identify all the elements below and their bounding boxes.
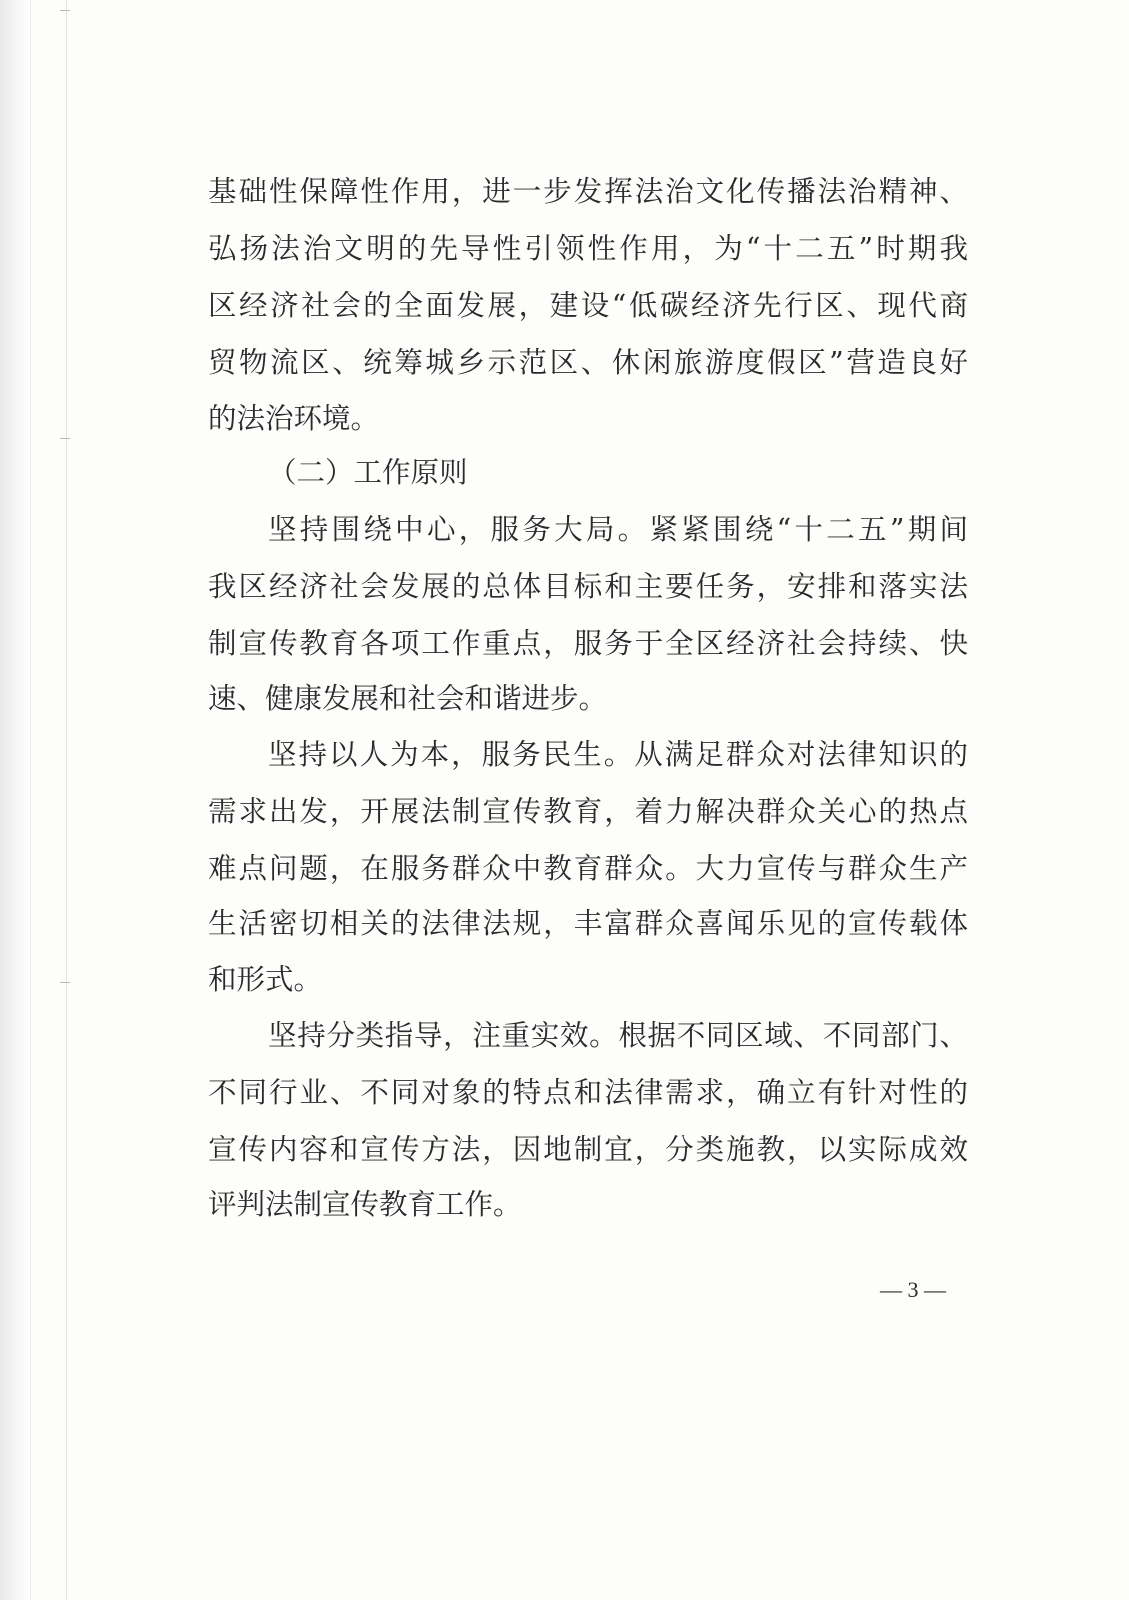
principle-1-line: 速、健康发展和社会和谐进步。 [208, 682, 608, 715]
principle-2-line: 生活密切相关的法律法规，丰富群众喜闻乐见的宣传载体 [208, 907, 968, 940]
body-line: 基础性保障性作用，进一步发挥法治文化传播法治精神、 [208, 175, 968, 208]
scan-mark [60, 10, 70, 11]
scan-mark [60, 982, 70, 983]
principle-3-line: 评判法制宣传教育工作。 [208, 1188, 522, 1221]
body-line: 区经济社会的全面发展，建设“低碳经济先行区、现代商 [208, 289, 968, 322]
principle-1-line: 我区经济社会发展的总体目标和主要任务，安排和落实法 [208, 570, 968, 603]
page-number: — 3 — [880, 1277, 946, 1302]
principle-2-line: 坚持以人为本，服务民生。从满足群众对法律知识的 [268, 738, 968, 771]
body-line: 贸物流区、统筹城乡示范区、休闲旅游度假区”营造良好 [208, 346, 968, 379]
principle-2-line: 难点问题，在服务群众中教育群众。大力宣传与群众生产 [208, 852, 968, 885]
principle-1-line: 坚持围绕中心，服务大局。紧紧围绕“十二五”期间 [268, 513, 968, 546]
body-line: 弘扬法治文明的先导性引领性作用，为“十二五”时期我 [208, 232, 968, 265]
scan-mark [60, 438, 70, 439]
scan-margin-line [30, 0, 31, 1600]
principle-3-line: 宣传内容和宣传方法，因地制宜，分类施教，以实际成效 [208, 1133, 968, 1166]
principle-3-line: 不同行业、不同对象的特点和法律需求，确立有针对性的 [208, 1076, 968, 1109]
section-heading: （二）工作原则 [268, 456, 468, 489]
principle-2-line: 和形式。 [208, 963, 323, 996]
body-line: 的法治环境。 [208, 402, 380, 435]
scan-margin-line [66, 0, 67, 1600]
principle-1-line: 制宣传教育各项工作重点，服务于全区经济社会持续、快 [208, 627, 968, 660]
scan-edge [0, 0, 28, 1600]
principle-3-line: 坚持分类指导，注重实效。根据不同区域、不同部门、 [268, 1019, 968, 1052]
principle-2-line: 需求出发，开展法制宣传教育，着力解决群众关心的热点 [208, 795, 968, 828]
